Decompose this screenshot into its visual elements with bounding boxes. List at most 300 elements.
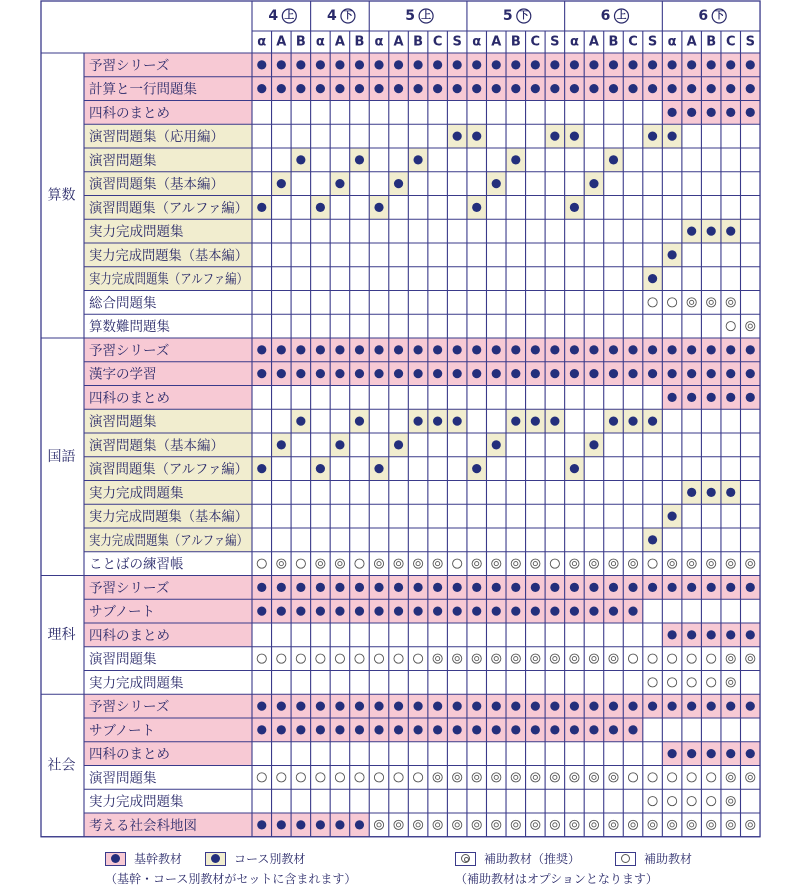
- core-dot: [335, 84, 344, 93]
- subject-label: 社会: [47, 757, 76, 774]
- course-dot: [668, 132, 677, 141]
- course-dot: [648, 132, 657, 141]
- course-col-label: α: [569, 34, 579, 50]
- core-dot: [413, 607, 422, 616]
- core-dot: [668, 108, 677, 117]
- optional-circle: [277, 773, 286, 782]
- course-dot: [550, 132, 559, 141]
- recommended-circle: [570, 820, 579, 829]
- recommended-circle: [550, 654, 559, 663]
- course-dot: [296, 155, 305, 164]
- row-label: 四科のまとめ: [89, 746, 170, 763]
- core-dot: [453, 84, 462, 93]
- optional-circle: [726, 322, 735, 331]
- optional-circle: [374, 654, 383, 663]
- core-dot: [746, 60, 755, 69]
- core-dot: [550, 369, 559, 378]
- core-dot: [296, 84, 305, 93]
- recommended-circle: [726, 820, 735, 829]
- course-dot: [668, 512, 677, 521]
- course-dot: [648, 417, 657, 426]
- core-dot: [394, 725, 403, 734]
- optional-circle: [277, 654, 286, 663]
- core-dot: [648, 84, 657, 93]
- core-dot: [374, 84, 383, 93]
- core-dot: [374, 369, 383, 378]
- course-dot: [296, 417, 305, 426]
- core-dot: [355, 369, 364, 378]
- recommended-circle: [726, 298, 735, 307]
- legend-recommended: [455, 850, 580, 867]
- optional-circle: [257, 654, 266, 663]
- core-dot: [511, 702, 520, 711]
- course-col-label: A: [686, 34, 697, 50]
- legend-course-label: コース別教材: [234, 852, 306, 866]
- core-dot: [531, 345, 540, 354]
- core-dot: [316, 369, 325, 378]
- core-dot: [707, 393, 716, 402]
- core-dot: [531, 583, 540, 592]
- core-dot: [453, 583, 462, 592]
- core-dot: [531, 369, 540, 378]
- recommended-circle: [374, 559, 383, 568]
- core-dot: [707, 369, 716, 378]
- recommended-circle: [746, 654, 755, 663]
- optional-circle: [707, 797, 716, 806]
- recommended-circle: [589, 654, 598, 663]
- core-dot: [394, 84, 403, 93]
- core-dot: [707, 108, 716, 117]
- row-label: 四科のまとめ: [89, 105, 170, 122]
- course-dot: [687, 488, 696, 497]
- course-dot: [277, 179, 286, 188]
- core-dot: [257, 369, 266, 378]
- recommended-circle: [589, 559, 598, 568]
- recommended-circle: [570, 559, 579, 568]
- core-dot: [277, 84, 286, 93]
- optional-circle: [687, 797, 696, 806]
- course-dot: [394, 179, 403, 188]
- recommended-circle: [570, 773, 579, 782]
- core-dot: [374, 60, 383, 69]
- course-col-label: α: [667, 34, 677, 50]
- recommended-circle: [492, 654, 501, 663]
- core-dot: [628, 607, 637, 616]
- row-label: 演習問題集（アルファ編）: [89, 200, 251, 217]
- core-dot: [609, 702, 618, 711]
- core-dot: [609, 607, 618, 616]
- core-dot: [707, 749, 716, 758]
- course-dot: [726, 227, 735, 236]
- legend-course: [205, 850, 305, 867]
- recommended-circle: [707, 820, 716, 829]
- core-dot: [511, 607, 520, 616]
- optional-circle: [550, 559, 559, 568]
- course-dot: [570, 132, 579, 141]
- row-label: 演習問題集: [89, 414, 157, 431]
- optional-circle: [668, 773, 677, 782]
- recommended-circle: [746, 820, 755, 829]
- core-dot: [628, 369, 637, 378]
- core-dot: [394, 702, 403, 711]
- core-dot: [589, 702, 598, 711]
- term-label: 上: [616, 10, 627, 22]
- optional-circle: [648, 773, 657, 782]
- row-label: 予習シリーズ: [89, 699, 170, 716]
- row-label: 演習問題集（応用編）: [89, 129, 224, 146]
- core-dot: [550, 345, 559, 354]
- core-dot: [668, 84, 677, 93]
- core-dot: [316, 607, 325, 616]
- course-dot: [589, 179, 598, 188]
- row-label: 実力完成問題集（基本編）: [89, 509, 251, 526]
- subject-label: 理科: [47, 626, 76, 643]
- row-label: 四科のまとめ: [89, 390, 170, 407]
- optional-circle: [335, 654, 344, 663]
- term-label: 上: [421, 10, 432, 22]
- recommended-circle: [707, 298, 716, 307]
- core-dot: [668, 369, 677, 378]
- core-dot: [726, 60, 735, 69]
- core-dot: [492, 369, 501, 378]
- recommended-circle: [628, 820, 637, 829]
- optional-circle: [413, 773, 422, 782]
- core-dot: [277, 60, 286, 69]
- course-dot: [394, 440, 403, 449]
- core-dot: [433, 60, 442, 69]
- recommended-circle: [511, 654, 520, 663]
- optional-circle: [668, 797, 677, 806]
- core-dot: [472, 583, 481, 592]
- core-dot: [257, 725, 266, 734]
- row-label: 演習問題集: [89, 770, 157, 787]
- recommended-circle: [570, 654, 579, 663]
- core-dot: [531, 725, 540, 734]
- row-label: 算数難問題集: [89, 319, 170, 336]
- core-dot: [296, 820, 305, 829]
- recommended-circle: [394, 820, 403, 829]
- core-dot: [335, 725, 344, 734]
- grade-label: 4: [327, 8, 337, 24]
- course-col-label: A: [491, 34, 502, 50]
- optional-circle: [648, 298, 657, 307]
- core-dot: [511, 583, 520, 592]
- core-dot: [492, 60, 501, 69]
- core-dot: [531, 84, 540, 93]
- core-dot: [687, 630, 696, 639]
- core-dot: [257, 60, 266, 69]
- core-dot: [413, 60, 422, 69]
- core-dot: [707, 702, 716, 711]
- core-dot: [668, 393, 677, 402]
- core-dot: [570, 725, 579, 734]
- legend-optional-label: 補助教材: [644, 852, 693, 866]
- core-dot: [413, 583, 422, 592]
- course-dot: [492, 179, 501, 188]
- core-dot: [355, 84, 364, 93]
- recommended-circle: [648, 820, 657, 829]
- core-dot: [550, 60, 559, 69]
- optional-circle: [648, 559, 657, 568]
- core-dot: [609, 583, 618, 592]
- core-dot: [433, 702, 442, 711]
- course-dot: [257, 203, 266, 212]
- core-dot: [277, 725, 286, 734]
- legend-core-label: 基幹教材: [134, 852, 183, 866]
- core-dot: [472, 607, 481, 616]
- course-dot: [570, 203, 579, 212]
- optional-circle: [296, 654, 305, 663]
- course-dot: [472, 203, 481, 212]
- core-dot: [335, 345, 344, 354]
- recommended-circle: [726, 797, 735, 806]
- core-dot: [570, 60, 579, 69]
- core-dot: [726, 393, 735, 402]
- course-col-label: A: [334, 34, 345, 50]
- course-col-label: A: [393, 34, 404, 50]
- term-label: 下: [714, 10, 725, 22]
- core-dot: [668, 702, 677, 711]
- legend-recommended-label: 補助教材（推奨）: [484, 852, 581, 866]
- core-dot: [707, 630, 716, 639]
- core-dot: [394, 607, 403, 616]
- core-dot: [394, 60, 403, 69]
- recommended-circle: [726, 559, 735, 568]
- core-dot: [511, 60, 520, 69]
- optional-circle: [394, 654, 403, 663]
- core-dot: [492, 725, 501, 734]
- recommended-circle: [609, 773, 618, 782]
- core-dot: [589, 369, 598, 378]
- course-dot: [257, 464, 266, 473]
- recommended-circle: [550, 820, 559, 829]
- core-dot: [492, 583, 501, 592]
- core-dot: [726, 630, 735, 639]
- course-col-label: α: [257, 34, 267, 50]
- core-dot: [687, 345, 696, 354]
- course-dot: [472, 464, 481, 473]
- core-dot: [296, 369, 305, 378]
- core-dot: [589, 345, 598, 354]
- core-dot: [726, 702, 735, 711]
- row-label: 演習問題集: [89, 651, 157, 668]
- optional-circle: [296, 773, 305, 782]
- course-dot: [609, 155, 618, 164]
- core-dot: [472, 369, 481, 378]
- optional-circle: [355, 559, 364, 568]
- row-label: 演習問題集（基本編）: [89, 176, 224, 193]
- optional-circle: [687, 678, 696, 687]
- grade-label: 5: [502, 8, 513, 24]
- recommended-circle: [589, 773, 598, 782]
- core-dot: [570, 369, 579, 378]
- course-col-label: α: [315, 34, 325, 50]
- core-dot: [394, 583, 403, 592]
- recommended-circle: [453, 654, 462, 663]
- core-dot: [746, 108, 755, 117]
- core-dot: [648, 60, 657, 69]
- optional-circle: [355, 773, 364, 782]
- core-dot: [316, 820, 325, 829]
- core-dot: [472, 84, 481, 93]
- row-label: 予習シリーズ: [89, 342, 170, 359]
- course-dot: [609, 417, 618, 426]
- core-dot: [335, 820, 344, 829]
- recommended-circle: [335, 559, 344, 568]
- optional-circle: [628, 773, 637, 782]
- core-dot: [746, 393, 755, 402]
- recommended-circle: [550, 773, 559, 782]
- core-dot: [355, 583, 364, 592]
- core-dot: [374, 702, 383, 711]
- optional-circle: [628, 654, 637, 663]
- core-dot: [277, 369, 286, 378]
- core-dot: [570, 607, 579, 616]
- core-dot: [453, 60, 462, 69]
- recommended-circle: [609, 654, 618, 663]
- core-dot: [296, 702, 305, 711]
- course-dot: [413, 155, 422, 164]
- course-col-label: α: [472, 34, 482, 50]
- core-dot: [687, 393, 696, 402]
- recommended-circle: [433, 773, 442, 782]
- row-label: 演習問題集: [89, 152, 157, 169]
- optional-circle: [668, 298, 677, 307]
- core-dot: [589, 607, 598, 616]
- course-dot: [648, 535, 657, 544]
- core-dot: [648, 369, 657, 378]
- circle-swatch-icon: [615, 852, 636, 866]
- course-dot: [472, 132, 481, 141]
- core-dot: [394, 369, 403, 378]
- row-label: 予習シリーズ: [89, 580, 170, 597]
- core-dot: [687, 749, 696, 758]
- core-dot: [316, 60, 325, 69]
- course-dot: [433, 417, 442, 426]
- optional-circle: [316, 654, 325, 663]
- optional-circle: [296, 559, 305, 568]
- core-dot: [707, 84, 716, 93]
- core-dot: [687, 84, 696, 93]
- core-dot: [726, 345, 735, 354]
- core-dot: [277, 607, 286, 616]
- core-dot: [648, 702, 657, 711]
- core-dot: [668, 583, 677, 592]
- course-col-label: C: [628, 34, 638, 50]
- core-dot: [570, 345, 579, 354]
- core-dot: [433, 583, 442, 592]
- recommended-circle: [492, 773, 501, 782]
- core-dot: [726, 749, 735, 758]
- optional-circle: [707, 654, 716, 663]
- term-label: 下: [342, 10, 353, 22]
- row-label: 漢字の学習: [89, 366, 157, 383]
- core-dot: [492, 345, 501, 354]
- row-label: 実力完成問題集（アルファ編）: [89, 532, 278, 549]
- core-dot: [746, 369, 755, 378]
- core-dot: [570, 583, 579, 592]
- course-dot: [316, 464, 325, 473]
- core-dot: [257, 820, 266, 829]
- core-dot: [492, 84, 501, 93]
- grade-label: 4: [268, 8, 279, 24]
- subject-label: 国語: [47, 448, 76, 465]
- recommended-circle: [413, 559, 422, 568]
- recommended-circle: [492, 559, 501, 568]
- core-dot: [589, 84, 598, 93]
- core-dot: [668, 345, 677, 354]
- recommended-circle: [687, 559, 696, 568]
- core-dot: [335, 607, 344, 616]
- core-dot: [609, 369, 618, 378]
- core-dot: [570, 702, 579, 711]
- core-dot: [453, 702, 462, 711]
- optional-circle: [316, 773, 325, 782]
- course-col-label: B: [413, 34, 424, 50]
- course-dot: [531, 417, 540, 426]
- core-dot: [433, 345, 442, 354]
- legend-optional: [615, 850, 692, 867]
- optional-circle: [668, 654, 677, 663]
- recommended-circle: [433, 559, 442, 568]
- core-dot: [374, 725, 383, 734]
- course-col-label: α: [374, 34, 384, 50]
- recommended-circle: [531, 654, 540, 663]
- core-dot: [296, 607, 305, 616]
- core-dot: [687, 60, 696, 69]
- core-dot: [628, 583, 637, 592]
- legend-core: [105, 850, 182, 867]
- core-dot: [316, 84, 325, 93]
- recommended-circle: [374, 820, 383, 829]
- recommended-circle: [589, 820, 598, 829]
- optional-circle: [687, 654, 696, 663]
- course-dot: [335, 179, 344, 188]
- grade-label: 6: [600, 8, 611, 24]
- core-dot: [335, 369, 344, 378]
- core-dot: [453, 345, 462, 354]
- core-dot: [355, 702, 364, 711]
- recommended-circle: [453, 820, 462, 829]
- recommended-circle: [687, 298, 696, 307]
- core-dot: [257, 84, 266, 93]
- recommended-circle: [726, 678, 735, 687]
- core-dot: [511, 725, 520, 734]
- core-dot: [726, 84, 735, 93]
- core-dot: [296, 725, 305, 734]
- core-dot: [277, 820, 286, 829]
- core-dot: [511, 369, 520, 378]
- recommended-circle: [511, 559, 520, 568]
- course-dot: [355, 417, 364, 426]
- row-label: 演習問題集（基本編）: [89, 437, 224, 454]
- recommended-circle: [472, 820, 481, 829]
- core-dot: [433, 607, 442, 616]
- recommended-circle: [531, 820, 540, 829]
- core-dot: [628, 84, 637, 93]
- core-dot: [453, 607, 462, 616]
- course-dot: [316, 203, 325, 212]
- core-dot: [453, 369, 462, 378]
- core-dot: [492, 607, 501, 616]
- recommended-circle: [531, 773, 540, 782]
- recommended-circle: [472, 654, 481, 663]
- row-label: 四科のまとめ: [89, 627, 170, 644]
- core-dot: [628, 345, 637, 354]
- core-dot: [433, 369, 442, 378]
- recommended-circle: [668, 559, 677, 568]
- legend-note-right: （補助教材はオプションとなります）: [455, 872, 658, 886]
